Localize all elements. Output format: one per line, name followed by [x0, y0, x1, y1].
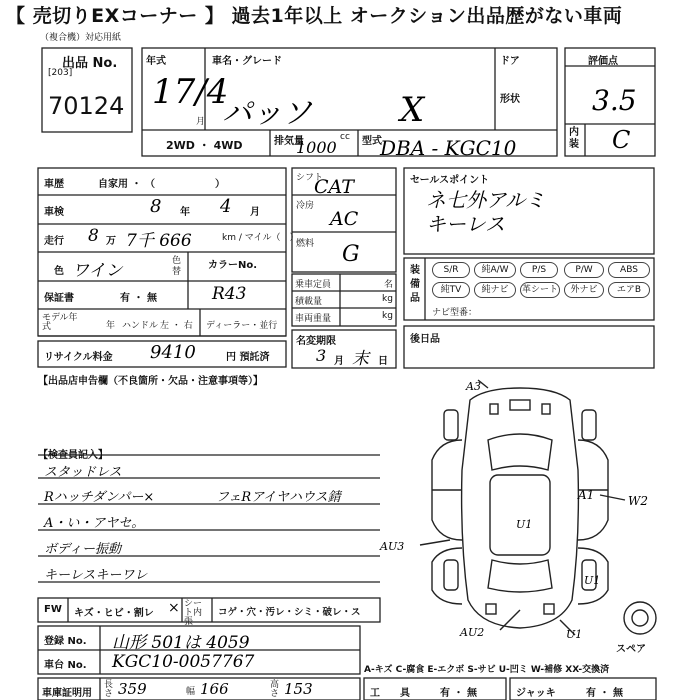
damage-front: A3 [466, 380, 481, 393]
capacity-label: 乗車定員 [295, 280, 332, 290]
option-abs: ABS [608, 262, 650, 278]
damage-rear-au2: AU2 [460, 626, 485, 639]
interior-value: C [612, 126, 631, 154]
load-label: 積載量 [295, 297, 323, 307]
color-label: 色 [54, 266, 64, 277]
sheet-label: シート内張 [184, 599, 203, 627]
fuel-value: G [342, 242, 360, 267]
inspector-line-right: フェRアイヤハウス錆 [216, 490, 341, 505]
inspection-month-unit: 月 [250, 207, 260, 218]
shift-value: CAT [314, 176, 354, 198]
history-label: 車歴 [44, 179, 64, 190]
option-tv: 純TV [432, 282, 470, 298]
inspector-line4: ボディー振動 [44, 542, 121, 557]
model-year-unit: 年 [106, 321, 116, 331]
warranty-value: 有 ・ 無 [120, 293, 157, 304]
jack-value: 有 ・ 無 [586, 688, 623, 699]
sales-point-label: セールスポイント [410, 175, 490, 186]
displacement-label: 排気量 [274, 136, 304, 147]
options-label: 装備品 [410, 265, 420, 304]
color-no-label: カラーNo. [208, 260, 258, 271]
shift-label: シフト [296, 173, 324, 183]
color-value: ワイン [72, 261, 123, 281]
inspector-line2: Rハッチダンパー× [44, 490, 155, 505]
inspection-year-unit: 年 [180, 207, 190, 218]
car-grade: X [400, 90, 425, 130]
score-value: 3.5 [592, 84, 637, 117]
damage-right-a1: A1 [578, 488, 595, 502]
chassis-label: 車台 No. [44, 660, 87, 671]
drive-type: 2WD ・ 4WD [166, 139, 243, 152]
option-ext-navi: 外ナビ [564, 282, 604, 298]
chassis-value: KGC10-0057767 [112, 652, 255, 672]
weight-label: 車両重量 [295, 314, 332, 324]
year-label: 年式 [146, 56, 166, 67]
width-label: 幅 [186, 687, 196, 697]
fw-label: FW [44, 604, 62, 615]
handle-label: ハンドル [122, 321, 159, 331]
tools-value: 有 ・ 無 [440, 688, 477, 699]
color-no-value: R43 [212, 284, 247, 304]
name-label: 車名・グレード [212, 56, 282, 67]
recycle-label: リサイクル料金 [44, 352, 113, 363]
option-ps: P/S [520, 262, 558, 278]
mileage-man-unit: 万 [106, 236, 116, 247]
fuel-label: 燃料 [296, 239, 315, 249]
recycle-amount: 9410 [150, 342, 196, 363]
height-label: 高さ [270, 680, 280, 699]
interior-label: 内装 [569, 127, 579, 150]
mileage-unit: km / マイル（ ） [222, 233, 299, 243]
height-value: 153 [284, 680, 313, 698]
lot-code: [203] [48, 68, 73, 78]
handle-value: 左 ・ 右 [160, 321, 193, 331]
damage-left-side: AU3 [380, 540, 405, 553]
tools-label: 工 具 [370, 688, 410, 699]
dealer-label: ディーラー・並行 [206, 321, 278, 331]
option-airbag: エアB [608, 282, 650, 298]
lot-label: 出品 No. [62, 56, 118, 71]
history-value: 自家用 ・ （ ） [98, 179, 225, 190]
model-year-label: モデル年式 [42, 313, 78, 332]
sales-point-line2: キーレス [426, 212, 505, 236]
change-day-unit: 日 [378, 356, 388, 367]
fw-x-mark: × [168, 600, 180, 616]
model-value: DBA - KGC10 [380, 136, 517, 160]
damage-right-w2: W2 [628, 494, 648, 508]
damage-rear-u1b: U1 [566, 628, 583, 641]
mileage-rest: 7千 666 [126, 231, 192, 251]
car-name: パッソ [222, 96, 312, 131]
inspector-line3: A・い・アヤセ。 [44, 516, 145, 531]
inspector-label: 【検査員記入】 [38, 450, 108, 461]
option-aw: 純A/W [474, 262, 516, 278]
damage-legend: A-キズ C-腐食 E-エクボ S-サビ U-凹ミ W-補修 XX-交換済 [364, 665, 610, 675]
change-month-unit: 月 [334, 356, 344, 367]
color-change: 色替 [172, 256, 182, 277]
sheet-items: コゲ・穴・汚レ・シミ・破レ・ス [218, 607, 361, 618]
option-sr: S/R [432, 262, 470, 278]
inspector-line5: キーレスキーワレ [44, 568, 148, 583]
banner-title: 【 売切りEXコーナー 】 過去1年以上 オークション出品歴がない車両 [6, 5, 623, 27]
option-pw: P/W [564, 262, 604, 278]
dims-label: 車庫証明用 [42, 688, 92, 699]
model-label: 型式 [362, 136, 382, 147]
spare-label: スペア [616, 644, 646, 655]
dealer-notes-label: 【出品店申告欄（不良箇所・欠品・注意事項等）】 [38, 376, 263, 387]
damage-rear-u1: U1 [584, 574, 601, 587]
option-navi: 純ナビ [474, 282, 516, 298]
registration-label: 登録 No. [44, 636, 87, 647]
jack-label: ジャッキ [516, 688, 556, 699]
capacity-unit: 名 [384, 280, 394, 290]
option-leather: 革シート [520, 282, 560, 298]
width-value: 166 [200, 680, 229, 698]
weight-unit: kg [382, 311, 393, 321]
navi-model-label: ナビ型番： [432, 308, 478, 318]
cc-label: cc [340, 132, 350, 142]
ac-value: AC [330, 208, 359, 230]
score-label: 評価点 [588, 56, 618, 67]
recycle-unit: 円 預託済 [226, 352, 270, 363]
registration-value: 山形 501は 4059 [112, 633, 250, 653]
door-label: ドア [500, 56, 520, 67]
shape-label: 形状 [500, 94, 520, 105]
year-value: 17/4 [152, 72, 229, 112]
car-diagram [420, 380, 656, 635]
change-end: 末 [352, 349, 369, 369]
length-value: 359 [118, 680, 147, 698]
mileage-man: 8 [88, 226, 99, 246]
displacement-value: 1000 [296, 138, 337, 157]
change-month: 3 [316, 346, 327, 365]
year-month-unit: 月 [196, 117, 206, 127]
mileage-label: 走行 [44, 236, 64, 247]
sales-point-line1: ネ七外アルミ [426, 188, 546, 212]
inspection-year: 8 [150, 196, 162, 217]
sheet-sub-note: （複合機）対応用紙 [40, 33, 122, 43]
change-label: 名変期限 [296, 336, 336, 347]
after-label: 後日品 [410, 334, 440, 345]
inspection-label: 車検 [44, 207, 64, 218]
ac-label: 冷房 [296, 201, 315, 211]
damage-roof-u1: U1 [516, 518, 533, 531]
length-label: 長さ [104, 680, 114, 699]
load-unit: kg [382, 294, 393, 304]
fw-items: キズ・ヒビ・割レ [74, 608, 154, 619]
inspection-month: 4 [220, 196, 232, 217]
warranty-label: 保証書 [44, 293, 74, 304]
inspector-line1: スタッドレス [44, 465, 122, 480]
lot-number: 70124 [48, 92, 125, 120]
